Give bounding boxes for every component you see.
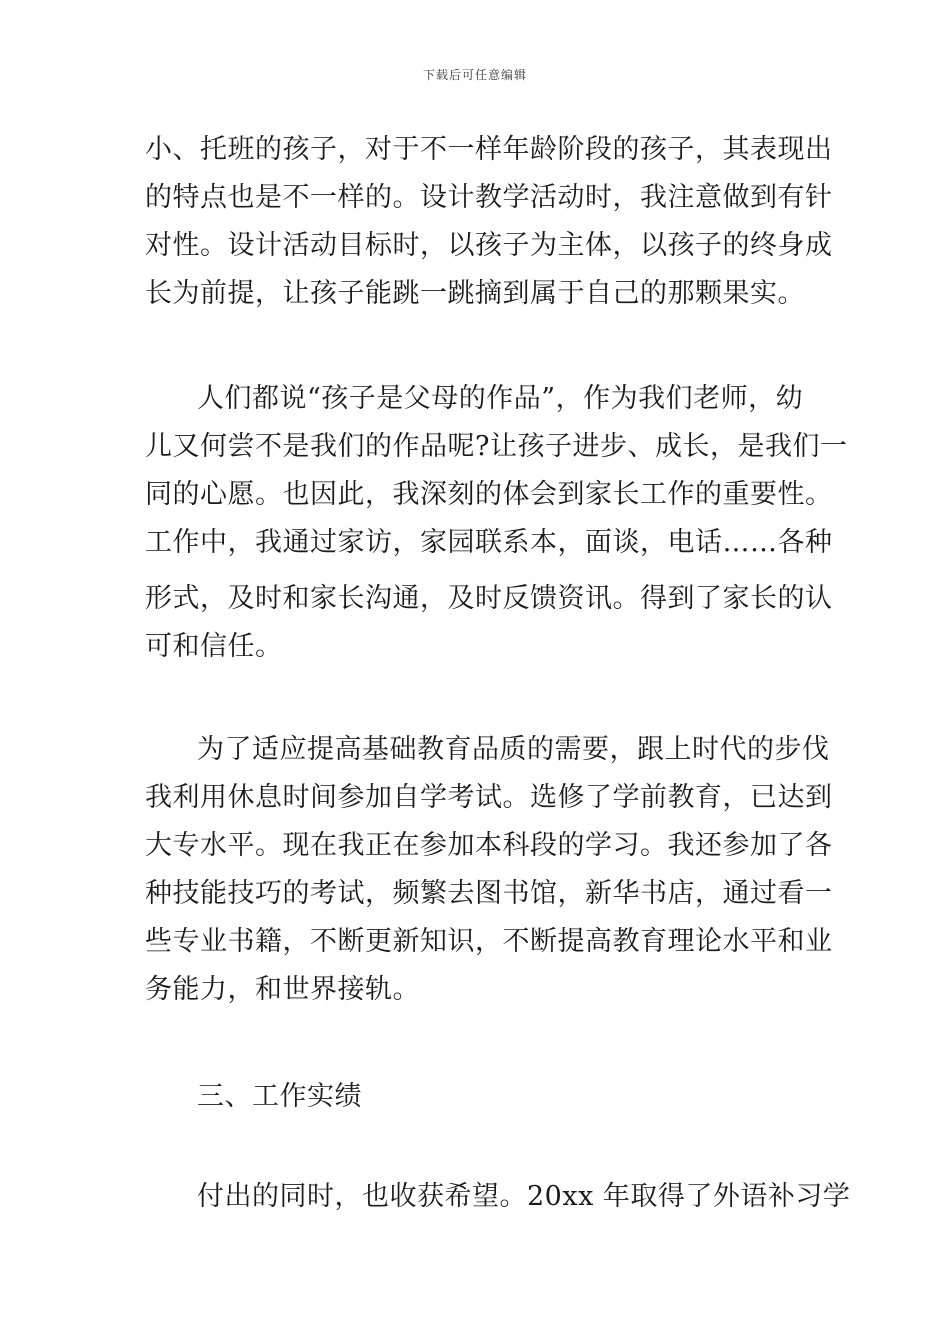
body-text-line: 付出的同时，也收获希望。20xx 年取得了外语补习学 [197,1181,851,1212]
body-text-line: 小、托班的孩子，对于不一样年龄阶段的孩子，其表现出 [145,134,833,165]
body-text-line: 可和信任。 [145,631,283,662]
section-heading: 三、工作实绩 [197,1081,362,1112]
body-text-line: 儿又何尝不是我们的作品呢?让孩子进步、成长，是我们一 [145,431,848,462]
body-text-line: 形式，及时和家长沟通，及时反馈资讯。得到了家长的认 [145,583,833,614]
body-text-line: 同的心愿。也因此，我深刻的体会到家长工作的重要性。 [145,479,833,510]
body-text-line: 的特点也是不一样的。设计教学活动时，我注意做到有针 [145,182,833,213]
body-text-line: 工作中，我通过家访，家园联系本，面谈，电话……各种 [145,527,833,558]
body-text-line: 些专业书籍，不断更新知识，不断提高教育理论水平和业 [145,926,833,957]
body-text-line: 务能力，和世界接轨。 [145,974,420,1005]
body-text-line: 我利用休息时间参加自学考试。选修了学前教育，已达到 [145,782,833,813]
body-text-line: 对性。设计活动目标时，以孩子为主体，以孩子的终身成 [145,230,833,261]
page-header-note: 下载后可任意编辑 [422,68,527,82]
body-text-line: 长为前提，让孩子能跳一跳摘到属于自己的那颗果实。 [145,278,805,309]
body-text-line: 种技能技巧的考试，频繁去图书馆，新华书店，通过看一 [145,878,833,909]
body-text-line: 人们都说“孩子是父母的作品”，作为我们老师，幼 [197,383,804,414]
body-text-line: 大专水平。现在我正在参加本科段的学习。我还参加了各 [145,830,833,861]
body-text-line: 为了适应提高基础教育品质的需要，跟上时代的步伐 [197,734,830,765]
